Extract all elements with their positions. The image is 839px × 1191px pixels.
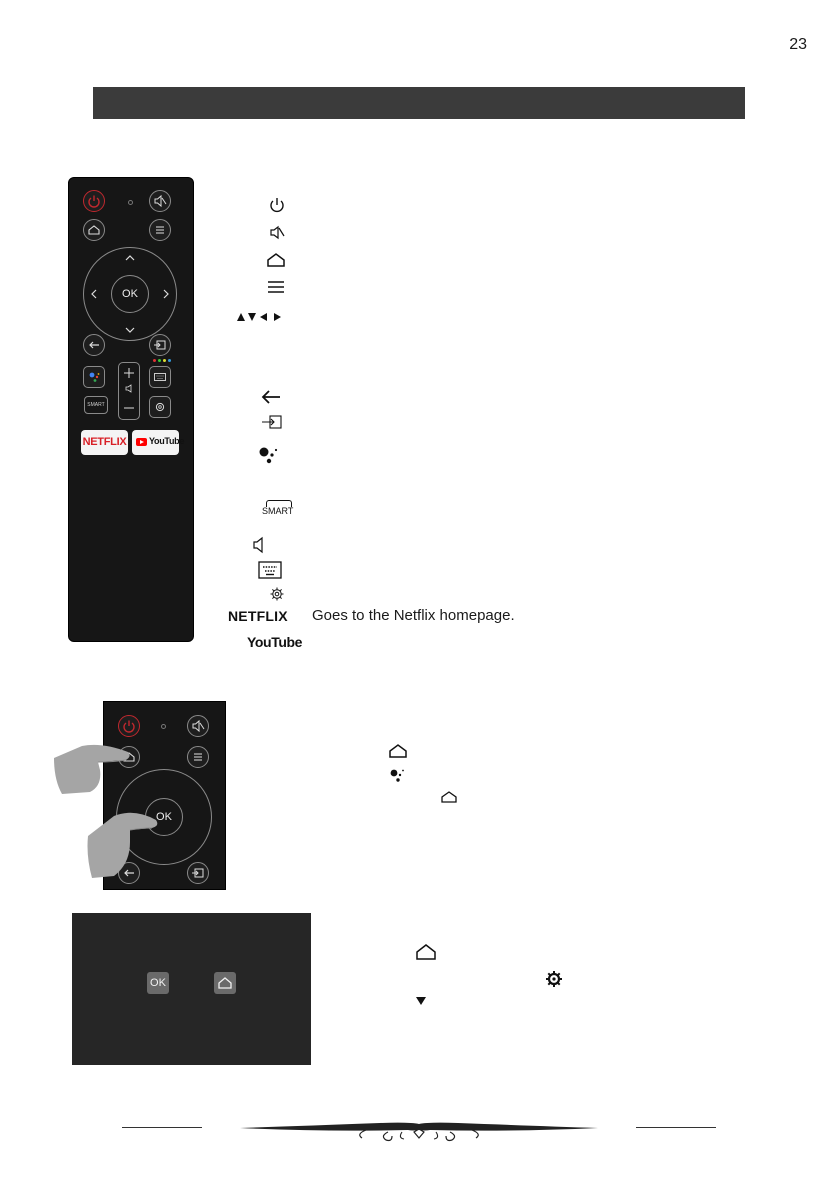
remote-youtube-button [132,430,185,455]
remote-power-button [83,190,105,212]
closeup-power-button [118,715,140,737]
remote-netflix-button: NETFLIX [81,430,128,455]
keyboard-icon [258,561,282,579]
menu-icon [267,279,285,295]
volume-icon [252,536,268,554]
mute-icon [268,223,286,241]
remote-back-button [83,334,105,356]
power-icon [268,196,286,214]
input-source-icon [261,414,283,430]
netflix-description: Goes to the Netflix homepage. [312,607,515,624]
remote-mute-button [149,190,171,212]
remote-menu-button [149,219,171,241]
remote-dpad [83,247,177,341]
remote-smart-button: SMART [84,396,108,414]
back-arrow-icon [260,389,282,405]
remote-home-button [83,219,105,241]
down-arrow-inline-icon [415,996,427,1006]
home-key-chip [214,972,236,994]
page-number: 23 [789,36,807,53]
netflix-logo-word: NETFLIX [228,608,288,624]
color-dot-green [158,359,161,362]
closeup-led [161,724,166,729]
tv-screen-prompt [72,913,311,1065]
gear-inline-icon [545,970,563,988]
section-title-bar [93,87,745,119]
home-inline-icon-2 [440,790,458,804]
settings-gear-icon [269,586,285,602]
home-inline-icon-1 [388,743,408,759]
assistant-inline-icon [388,767,406,785]
color-dot-red [153,359,156,362]
closeup-input-button [187,862,209,884]
ok-key-chip: OK [147,972,169,994]
color-dot-blue [168,359,171,362]
remote-volume-rocker [118,362,140,420]
closeup-mute-button [187,715,209,737]
home-inline-icon-3 [415,943,437,961]
arrow-keys-icon [236,310,286,324]
footer-flourish-ornament [238,1118,600,1142]
remote-input-button [149,334,171,356]
remote-assistant-button [83,366,105,388]
youtube-label: YouTube [149,436,185,446]
pointing-hand-lower [86,806,162,880]
remote-ok-button: OK [111,275,149,313]
color-dot-yellow [163,359,166,362]
closeup-menu-button [187,746,209,768]
closeup-ok-button: OK [145,798,183,836]
remote-settings-button [149,396,171,418]
remote-control-illustration [68,177,194,642]
home-icon [266,251,286,269]
pointing-hand-upper [52,740,132,796]
youtube-logo-word: YouTube [247,634,303,650]
remote-led [128,200,133,205]
footer-rule-left [122,1127,202,1128]
remote-keyboard-button [149,366,171,388]
footer-rule-right [636,1127,716,1128]
youtube-play-icon [136,438,147,446]
google-assistant-icon [257,445,281,465]
smart-icon: SMART [262,499,294,517]
